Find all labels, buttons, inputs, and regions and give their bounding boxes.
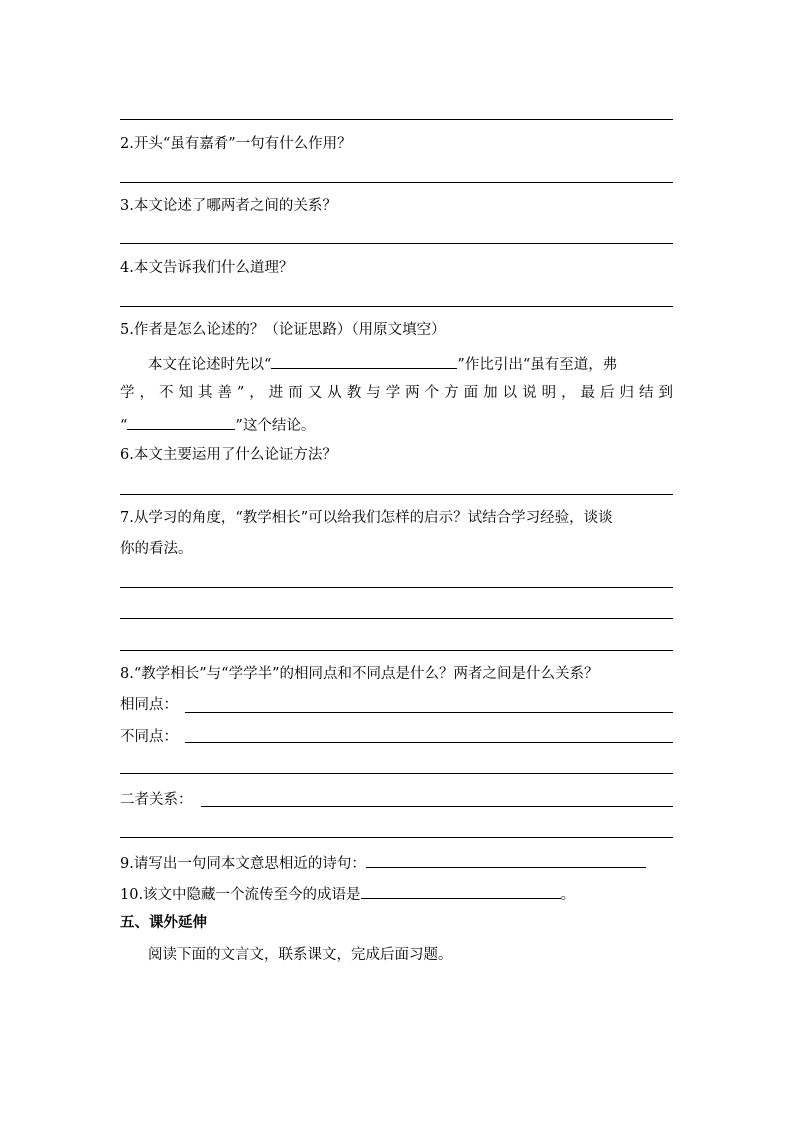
q10-end: 。 [560, 887, 576, 903]
q5-line3-end: ”这个结论。 [235, 418, 316, 434]
q9-prompt: 9.请写出一句同本文意思相近的诗句： [120, 856, 366, 872]
q8-relation-answer-line-2[interactable] [120, 837, 673, 838]
question-2: 2.开头“虽有嘉肴”一句有什么作用？ [120, 136, 352, 152]
question-3: 3.本文论述了哪两者之间的关系？ [120, 198, 337, 214]
answer-line-q7-2[interactable] [120, 618, 673, 619]
q8-same-label: 相同点： [120, 697, 178, 713]
q8-diff-answer-line[interactable] [185, 742, 673, 743]
answer-line-q1[interactable] [120, 119, 673, 120]
answer-line-q7-1[interactable] [120, 587, 673, 588]
answer-line-q7-3[interactable] [120, 650, 673, 651]
q8-same-answer-line[interactable] [185, 712, 673, 713]
q8-relation-answer-line[interactable] [201, 806, 673, 807]
q8-relation-label: 二者关系： [120, 792, 193, 808]
question-8-prompt: 8.“教学相长”与“学学半”的相同点和不同点是什么？两者之间是什么关系？ [120, 666, 599, 682]
question-9 [120, 851, 646, 874]
answer-line-q3[interactable] [120, 243, 673, 244]
section-5-heading: 五、课外延伸 [120, 915, 207, 931]
question-5-line-1 [148, 352, 673, 375]
question-7-line-1: 7.从学习的角度，“教学相长”可以给我们怎样的启示？试结合学习经验，谈谈 [120, 510, 613, 526]
question-4: 4.本文告诉我们什么道理？ [120, 260, 294, 276]
q5-line1-start: 本文在论述时先以“ [148, 357, 272, 373]
q5-blank-1[interactable] [271, 352, 457, 369]
question-10 [120, 882, 575, 905]
answer-line-q6[interactable] [120, 494, 673, 495]
q5-blank-2[interactable] [127, 413, 235, 430]
answer-line-q4[interactable] [120, 306, 673, 307]
answer-line-q2[interactable] [120, 182, 673, 183]
section-5-intro: 阅读下面的文言文，联系课文，完成后面习题。 [148, 947, 453, 963]
question-6: 6.本文主要运用了什么论证方法？ [120, 447, 337, 463]
q10-prompt: 10.该文中隐藏一个流传至今的成语是 [120, 887, 361, 903]
question-5-line-3 [120, 413, 315, 436]
question-5-line-2: 学，不知其善”，进而又从教与学两个方面加以说明，最后归结到 [120, 385, 673, 401]
q10-answer-blank[interactable] [361, 882, 561, 899]
q8-diff-label: 不同点： [120, 729, 178, 745]
q9-answer-blank[interactable] [366, 851, 646, 868]
question-7-line-2: 你的看法。 [120, 541, 193, 557]
q5-line1-end: ”作比引出“虽有至道，弗 [457, 357, 618, 373]
q8-diff-answer-line-2[interactable] [120, 773, 673, 774]
question-5-prompt: 5.作者是怎么论述的？（论证思路）（用原文填空） [120, 322, 446, 338]
q5-line3-start: “ [120, 418, 128, 434]
